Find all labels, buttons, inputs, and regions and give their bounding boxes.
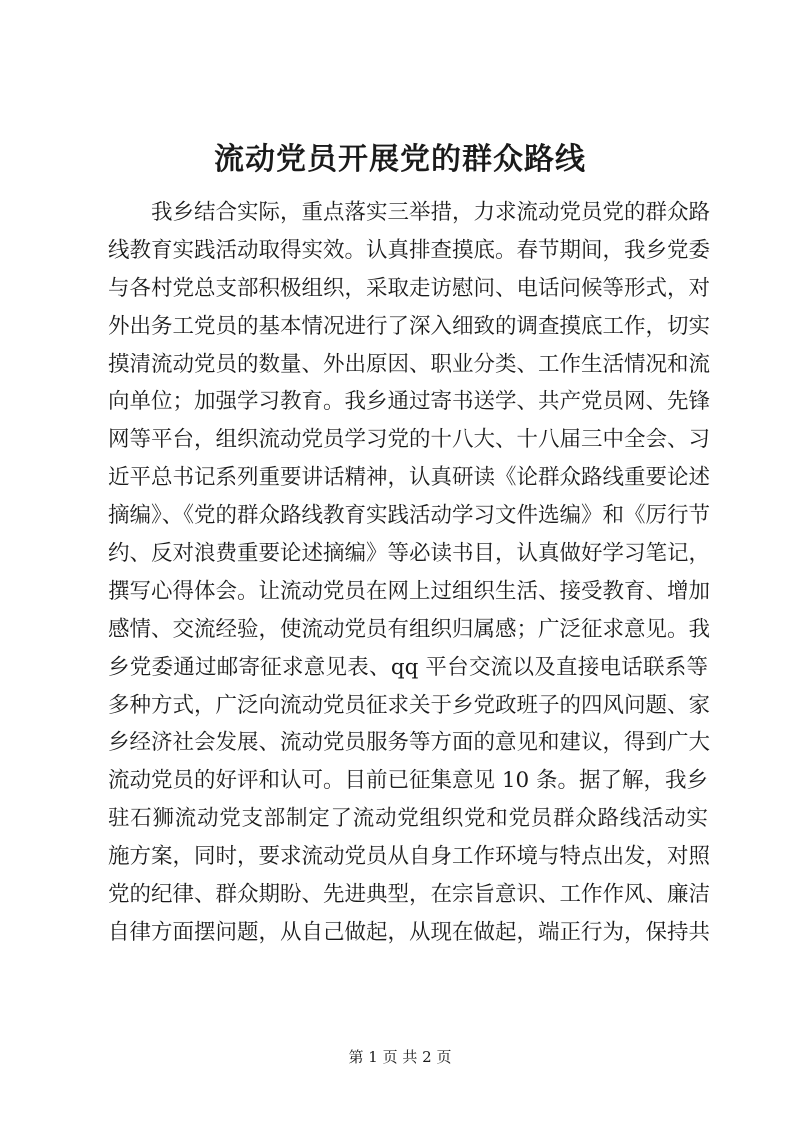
document-body [108, 194, 711, 952]
paragraph-line: 我乡结合实际，重点落实三举措，力求流动党员党的群众路 [151, 200, 711, 225]
paragraph-line: 感情、交流经验，使流动党员有组织归属感；广泛征求意见。我 [108, 616, 711, 642]
paragraph-line: 网等平台，组织流动党员学习党的十八大、十八届三中全会、习 [108, 427, 711, 453]
paragraph-line: 自律方面摆问题，从自己做起，从现在做起，端正行为，保持共 [108, 919, 711, 945]
paragraph-line: 与各村党总支部积极组织，采取走访慰问、电话问候等形式，对 [108, 275, 711, 301]
paragraph-line: 外出务工党员的基本情况进行了深入细致的调查摸底工作，切实 [108, 313, 711, 339]
paragraph-line: 线教育实践活动取得实效。认真排查摸底。春节期间，我乡党委 [108, 237, 711, 263]
paragraph-line: 摘编》、《党的群众路线教育实践活动学习文件选编》和《厉行节 [108, 503, 711, 529]
paragraph-line: 乡经济社会发展、流动党员服务等方面的意见和建议，得到广大 [108, 730, 711, 756]
paragraph-line: 向单位；加强学习教育。我乡通过寄书送学、共产党员网、先锋 [108, 389, 711, 415]
document-title: 流动党员开展党的群众路线 [214, 142, 586, 177]
paragraph-line: 近平总书记系列重要讲话精神，认真研读《论群众路线重要论述 [108, 465, 711, 491]
paragraph-line: 撰写心得体会。让流动党员在网上过组织生活、接受教育、增加 [108, 578, 711, 604]
paragraph-line: 乡党委通过邮寄征求意见表、qq 平台交流以及直接电话联系等 [108, 654, 708, 680]
paragraph-line: 党的纪律、群众期盼、先进典型，在宗旨意识、工作作风、廉洁 [108, 882, 711, 908]
paragraph-line: 施方案，同时，要求流动党员从自身工作环境与特点出发，对照 [108, 844, 711, 870]
paragraph-line: 流动党员的好评和认可。目前已征集意见 10 条。据了解，我乡 [108, 768, 709, 794]
paragraph-line: 摸清流动党员的数量、外出原因、职业分类、工作生活情况和流 [108, 351, 711, 377]
page-footer: 第 1 页 共 2 页 [348, 1048, 452, 1066]
paragraph-line: 多种方式，广泛向流动党员征求关于乡党政班子的四风问题、家 [108, 692, 711, 718]
paragraph-line: 驻石狮流动党支部制定了流动党组织党和党员群众路线活动实 [108, 806, 708, 832]
paragraph-line: 约、反对浪费重要论述摘编》等必读书目，认真做好学习笔记， [108, 541, 711, 567]
